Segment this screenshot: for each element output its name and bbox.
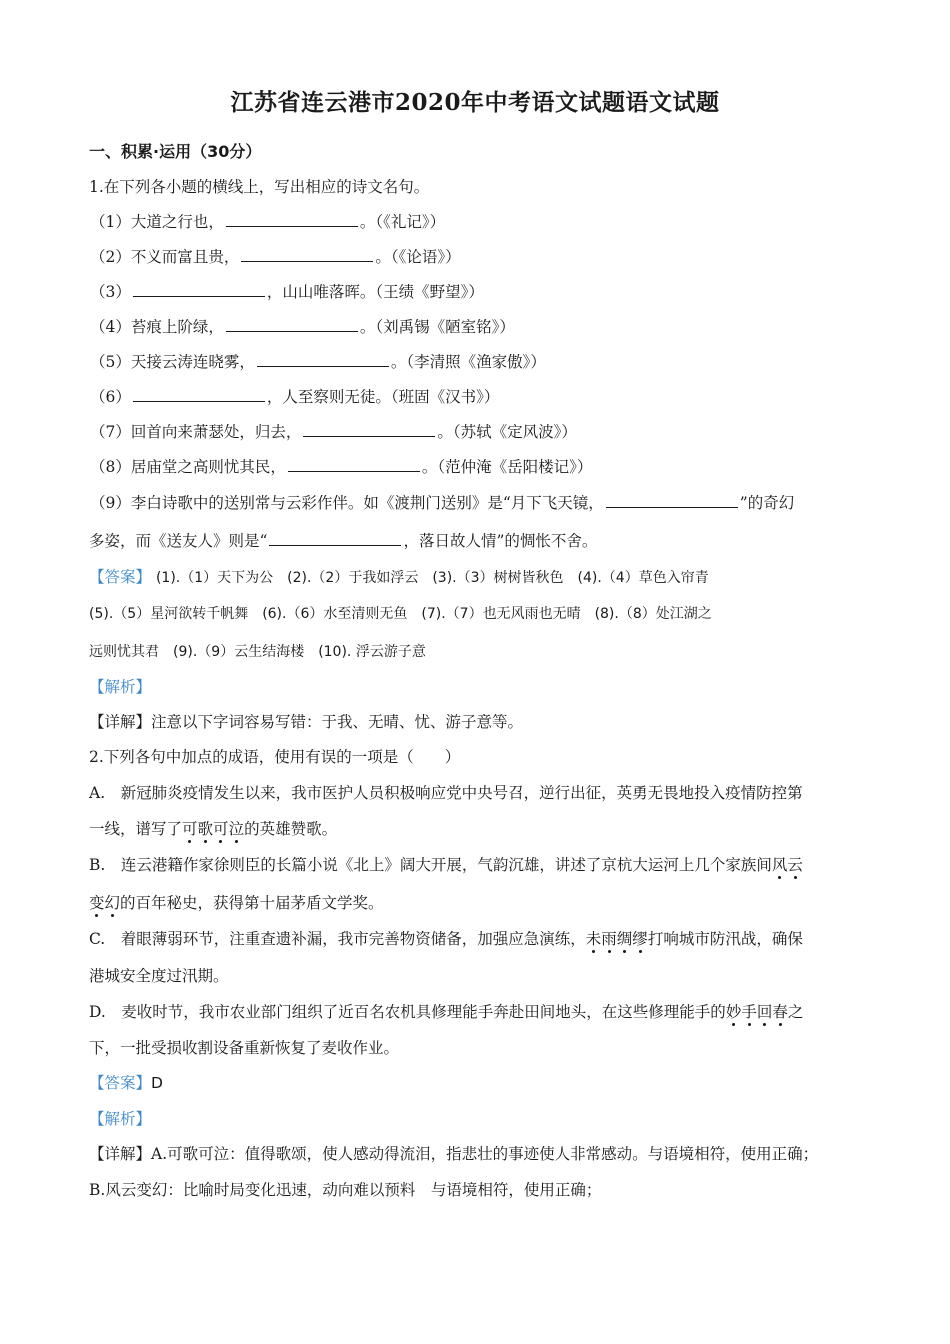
emphasis-char: 可 [213,820,229,838]
dotted-idiom [182,820,244,838]
q1-item-8: （8）居庙堂之高则忧其民， 。（范仲淹《岳阳楼记》） [90,458,593,476]
emphasis-char: 风 [771,856,788,874]
answer-label: 【答案】 [89,568,152,586]
option-a-line-2: 一线，谱写了可歌可泣的英雄赞歌。 [89,820,338,838]
emphasis-char: 可 [182,820,198,838]
q2-answer [89,1072,890,1094]
answer-blank[interactable] [226,211,358,227]
q1-item-2: （2）不义而富且贵， 。（《论语》） [90,248,461,266]
emphasis-char: 变 [89,894,105,912]
dotted-idiom [586,930,648,948]
option-b-line-1: B. 连云港籍作家徐则臣的长篇小说《北上》阔大开展，气韵沉雄，讲述了京杭大运河上几个家族间风云 [89,856,803,874]
q1-item-7: （7）回首向来萧瑟处，归去， 。（苏轼《定风波》） [90,423,577,441]
answer-blank[interactable] [241,246,373,262]
section-heading: 一、积累·运用（30分） [89,142,262,161]
q1-item-5: （5）天接云涛连晓雾， 。（李清照《渔家傲》） [90,353,546,371]
question-2-stem: 2.下列各句中加点的成语，使用有误的一项是（ ） [89,748,461,766]
emphasis-char: 雨 [601,930,617,948]
q1-answer-line-2: (5).（5）星河欲转千帆舞 (6).（6）水至清则无鱼 (7).（7）也无风雨也无晴 (8).（8）处江湖之 [89,606,712,622]
emphasis-char: 春 [772,1003,788,1021]
analysis-label: 【解析】 [89,1110,152,1128]
answer-blank[interactable] [303,421,435,437]
answer-blank[interactable] [133,281,265,297]
emphasis-char: 缪 [632,930,648,948]
q1-answer-line-3: 远则忧其君 (9).（9）云生结海楼 (10). 浮云游子意 [89,644,426,660]
answer-blank[interactable] [133,386,265,402]
emphasis-char: 绸 [616,930,633,948]
option-c-line-1: C. 着眼薄弱环节，注重查遗补漏，我市完善物资储备，加强应急演练，未雨绸缪打响城市防汛战，确保 [89,930,803,948]
q1-answer-line-1: 【答案】 (1).（1）天下为公 (2).（2）于我如浮云 (3).（3）树树皆秋色 (4).（4）草色入帘青 [89,568,709,586]
option-b-line-2: 变幻的百年秘史，获得第十届茅盾文学奖。 [89,894,384,912]
answer-blank[interactable] [226,316,358,332]
option-c-line-2: 港城安全度过汛期。 [89,967,229,985]
page-title: 江苏省连云港市2020年中考语文试题语文试题 [230,89,720,116]
emphasis-char: 泣 [228,820,245,838]
answer-value: D [151,1074,163,1092]
emphasis-char: 回 [756,1003,773,1021]
answer-blank[interactable] [269,530,401,546]
dotted-idiom [89,894,120,912]
q1-item-3: （3） ，山山唯落晖。（王绩《野望》） [90,283,484,301]
emphasis-char: 歌 [197,820,214,838]
option-d-line-1: D. 麦收时节，我市农业部门组织了近百名农机具修理能手奔赴田间地头，在这些修理能手的妙手回春之 [89,1003,804,1021]
emphasis-char: 手 [741,1003,757,1021]
analysis-label: 【解析】 [89,678,152,696]
emphasis-char: 幻 [104,894,121,912]
answer-blank[interactable] [257,351,389,367]
answer-label: 【答案】 [89,1074,152,1092]
emphasis-char: 未 [585,930,602,948]
q1-detail: 【详解】注意以下字词容易写错：于我、无晴、忧、游子意等。 [89,713,524,731]
q1-item-6: （6） ，人至察则无徒。（班固《汉书》） [90,388,500,406]
q1-item-9-line-2: 多姿，而《送友人》则是“ ，落日故人情”的惆怅不舍。 [89,532,598,550]
emphasis-char: 妙 [725,1003,742,1021]
q2-detail-line-1: 【详解】A.可歌可泣：值得歌颂，使人感动得流泪，指悲壮的事迹使人非常感动。与语境相符，使用正确； [89,1145,819,1163]
question-1-stem: 1.在下列各小题的横线上，写出相应的诗文名句。 [89,178,430,196]
q1-item-9-line-1: （9）李白诗歌中的送别常与云彩作伴。如《渡荆门送别》是“月下飞天镜， ”的奇幻 [90,494,795,512]
option-d-line-2: 下，一批受损收割设备重新恢复了麦收作业。 [89,1039,400,1057]
emphasis-char: 云 [787,856,803,874]
dotted-idiom [772,856,803,874]
answer-blank[interactable] [288,456,420,472]
option-a-line-1: A. 新冠肺炎疫情发生以来，我市医护人员积极响应党中央号召，逆行出征，英勇无畏地投入疫情防控第 [89,784,803,802]
answer-blank[interactable] [606,492,738,508]
q2-detail-line-2: B.风云变幻：比喻时局变化迅速，动向难以预料 与语境相符，使用正确； [89,1181,602,1199]
q1-item-4: （4）苔痕上阶绿， 。（刘禹锡《陋室铭》） [90,318,515,336]
dotted-idiom [726,1003,788,1021]
q1-item-1: （1）大道之行也， 。（《礼记》） [90,213,446,231]
